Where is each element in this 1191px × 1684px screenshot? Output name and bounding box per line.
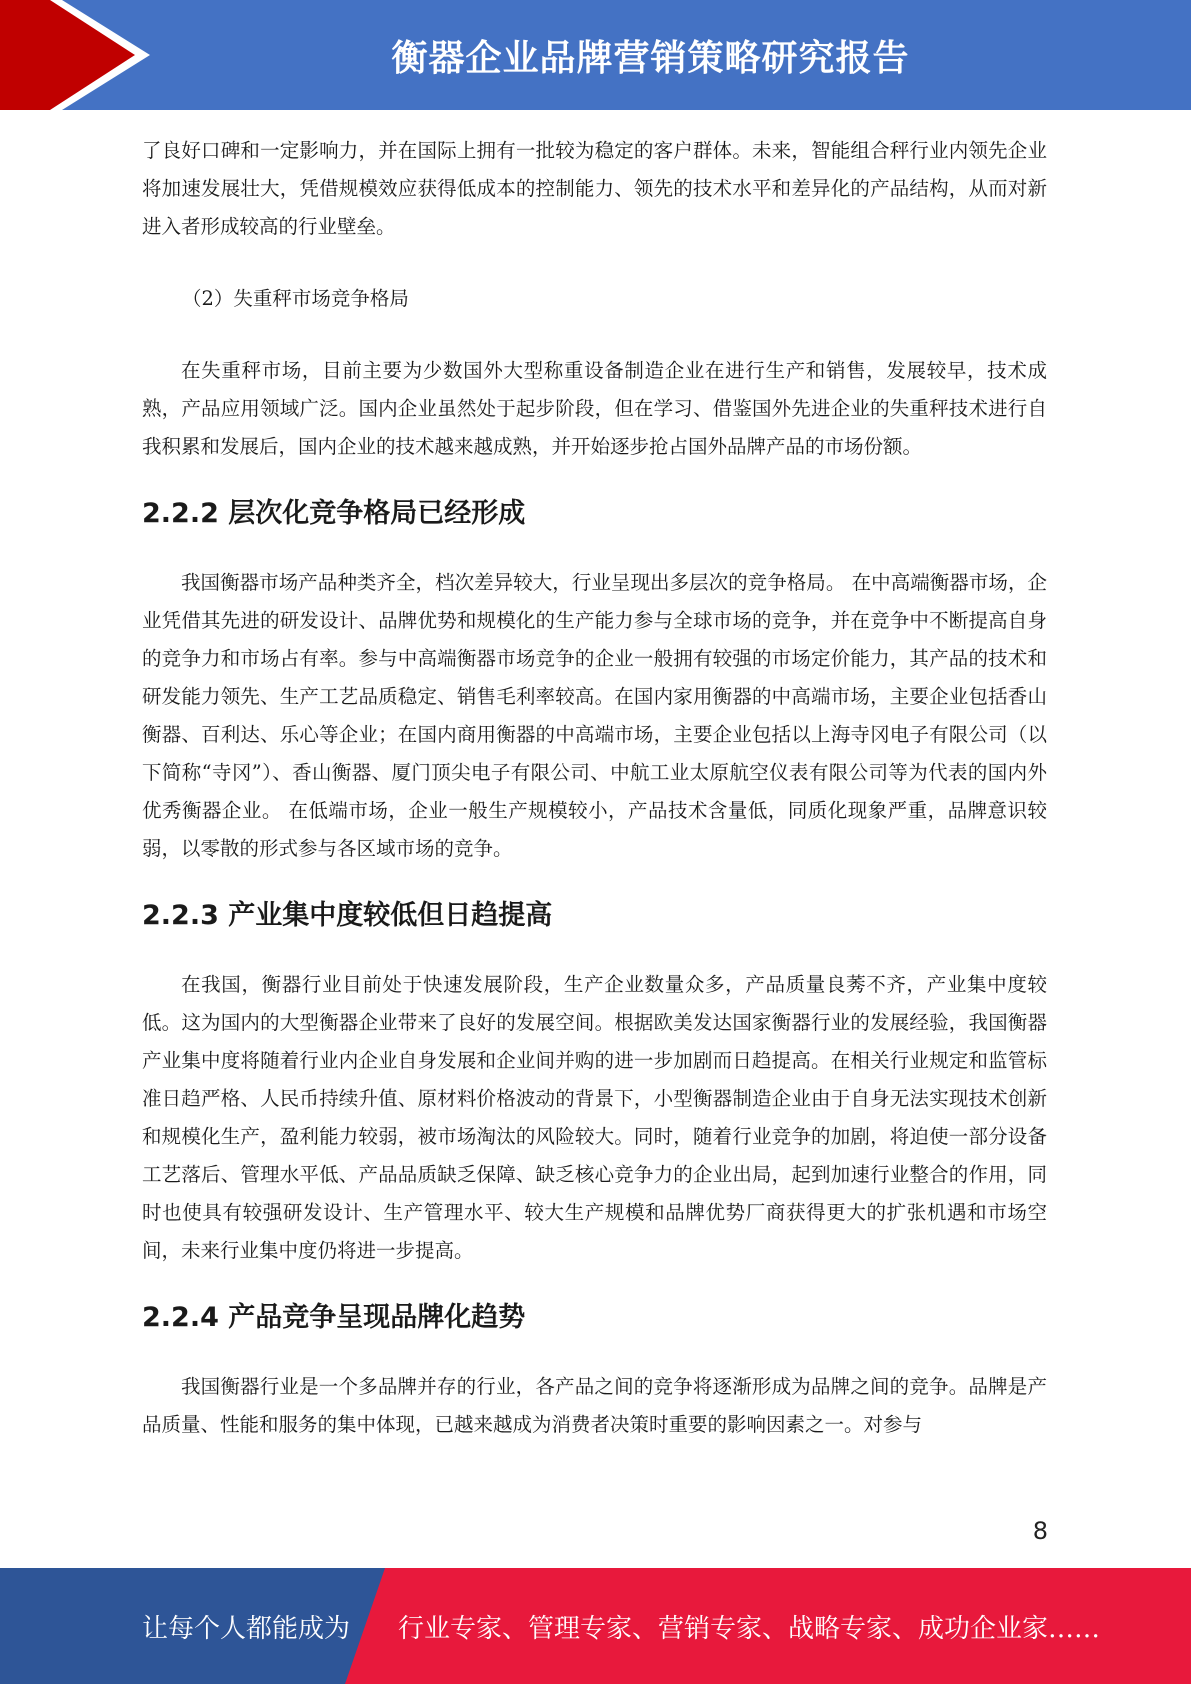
paragraph-brand-competition: 我国衡器行业是一个多品牌并存的行业，各产品之间的竞争将逐渐形成为品牌之间的竞争。品牌是产品质量、性能和服务的集中体现，已越来越成为消费者决策时重要的影响因素之一。对参与 (142, 1375, 1047, 1436)
page-number: 8 (1032, 1517, 1048, 1545)
section-heading-2-2-4: 2.2.4 产品竞争呈现品牌化趋势 (142, 1302, 526, 1333)
page-header (0, 0, 1191, 110)
report-title: 衡器企业品牌营销策略研究报告 (391, 37, 910, 79)
section-heading-2-2-2: 2.2.2 层次化竞争格局已经形成 (142, 498, 526, 529)
footer-slogan-left: 让每个人都能成为 (142, 1613, 351, 1644)
subheading-loss-weight-scale: （2）失重秤市场竞争格局 (182, 287, 409, 310)
footer-slogan-right: 行业专家、管理专家、营销专家、战略专家、成功企业家…… (398, 1613, 1101, 1644)
page-footer (0, 1568, 1191, 1684)
section-heading-2-2-3: 2.2.3 产业集中度较低但日趋提高 (142, 900, 553, 931)
paragraph-industry-concentration: 在我国，衡器行业目前处于快速发展阶段，生产企业数量众多，产品质量良莠不齐，产业集中度较低。这为国内的大型衡器企业带来了良好的发展空间。根据欧美发达国家衡器行业的发展经验，我国衡器产业集中度将随着行业内企业自身发展和企业间并购的进一步加剧而日趋提高。在相关行业规定和监管标准日趋严格、人民币持续升值、原材料价格波动的背景下，小型衡器制造企业由于自身无法实现技术创新和规模化生产，盈利能力较弱，被市场淘汰的风险较大。同时，随着行业竞争的加剧，将迫使一部分设备工艺落后、管理水平低、产品品质缺乏保障、缺乏核心竞争力的企业出局，起到加速行业整合的作用，同时也使具有较强研发设计、生产管理水平、较大生产规模和品牌优势厂商获得更大的扩张机遇和市场空间，未来行业集中度仍将进一步提高。 (142, 973, 1047, 1262)
page-body (142, 132, 1047, 1444)
paragraph-tiered-competition: 我国衡器市场产品种类齐全，档次差异较大，行业呈现出多层次的竞争格局。 在中高端衡器市场，企业凭借其先进的研发设计、品牌优势和规模化的生产能力参与全球市场的竞争，并在竞争中不断提高自身的竞争力和市场占有率。参与中高端衡器市场竞争的企业一般拥有较强的市场定价能力，其产品的技术和研发能力领先、生产工艺品质稳定、销售毛利率较高。在国内家用衡器的中高端市场，主要企业包括香山衡器、百利达、乐心等企业；在国内商用衡器的中高端市场，主要企业包括以上海寺冈电子有限公司（以下简称“寺冈”）、香山衡器、厦门顶尖电子有限公司、中航工业太原航空仪表有限公司等为代表的国内外优秀衡器企业。 在低端市场，企业一般生产规模较小，产品技术含量低，同质化现象严重，品牌意识较弱，以零散的形式参与各区域市场的竞争。 (142, 571, 1047, 860)
paragraph-loss-weight-market: 在失重秤市场，目前主要为少数国外大型称重设备制造企业在进行生产和销售，发展较早，技术成熟，产品应用领域广泛。国内企业虽然处于起步阶段，但在学习、借鉴国外先进企业的失重秤技术进行自我积累和发展后，国内企业的技术越来越成熟，并开始逐步抢占国外品牌产品的市场份额。 (142, 359, 1047, 458)
paragraph-continued: 了良好口碑和一定影响力，并在国际上拥有一批较为稳定的客户群体。未来，智能组合秤行业内领先企业将加速发展壮大，凭借规模效应获得低成本的控制能力、领先的技术水平和差异化的产品结构，从而对新进入者形成较高的行业壁垒。 (142, 139, 1047, 238)
